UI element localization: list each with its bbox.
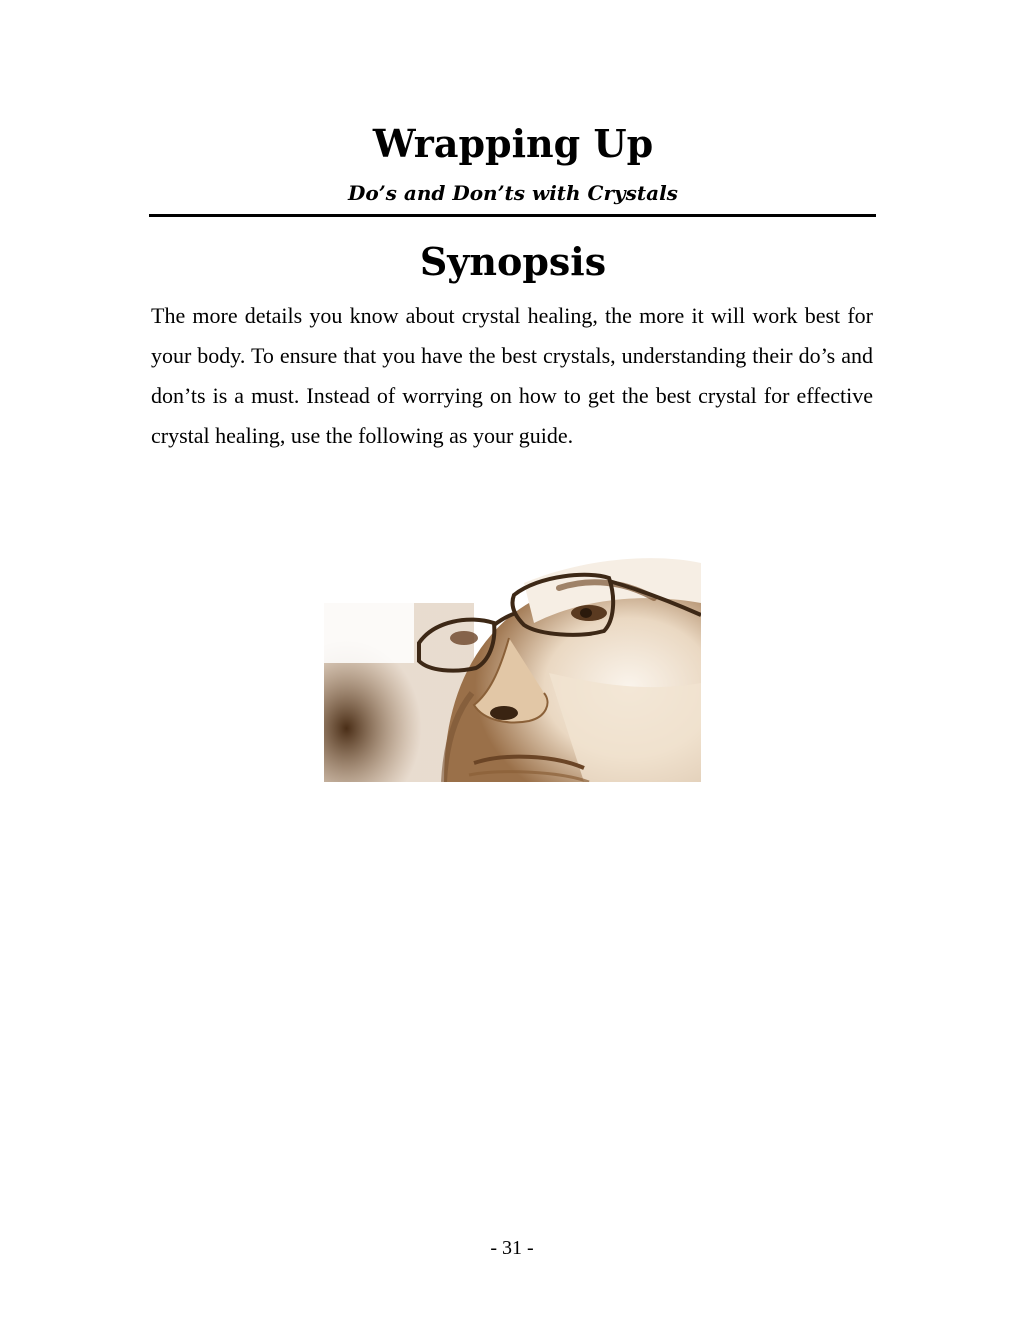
- man-with-glasses-photo: [324, 543, 701, 782]
- sepia-portrait-illustration: [324, 543, 701, 782]
- section-title: Synopsis: [419, 239, 607, 284]
- header-divider: [149, 214, 876, 217]
- page-number: - 31 -: [490, 1237, 534, 1259]
- chapter-subtitle: Do’s and Don’ts with Crystals: [348, 181, 678, 205]
- chapter-title: Wrapping Up: [372, 121, 654, 166]
- synopsis-paragraph: The more details you know about crystal healing, the more it will work best for your body. To ensure that you have the best crystals, understanding their do’s and don’ts is a must. Instead of worrying on how to get the best crystal for effective crystal healing, use the following as your guide.: [151, 303, 873, 448]
